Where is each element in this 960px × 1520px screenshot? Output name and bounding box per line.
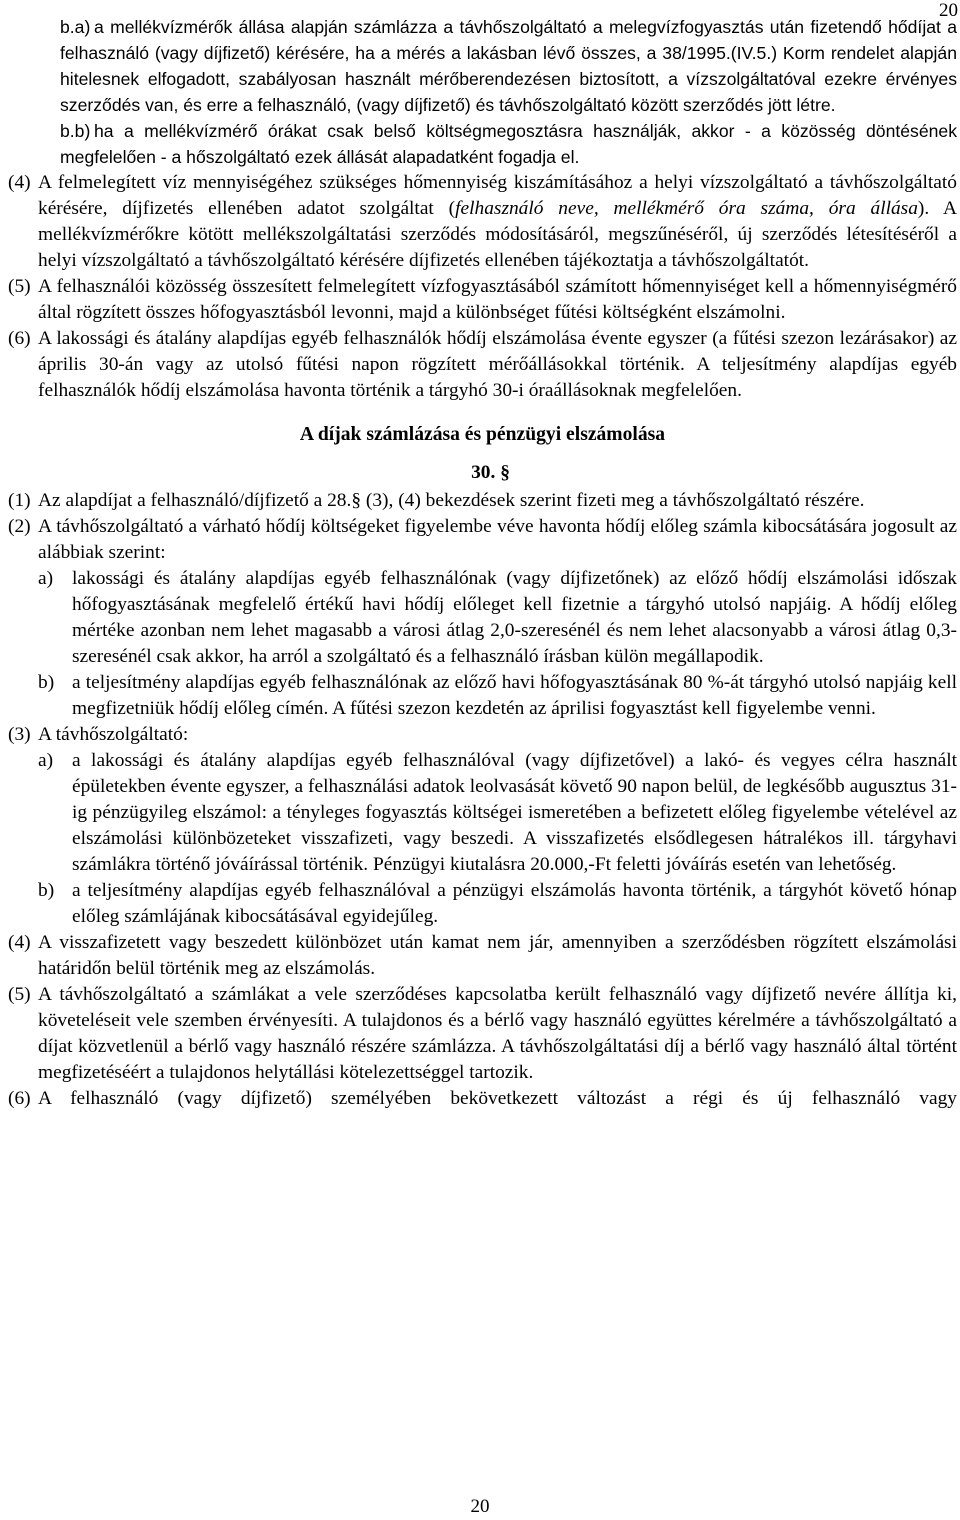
s30-paragraph-3a <box>8 748 957 878</box>
s30-paragraph-1 <box>8 488 957 514</box>
s30-label-2a: a) <box>38 568 54 589</box>
s30-label-5: (5) <box>8 984 31 1005</box>
paragraph-6 <box>8 326 957 404</box>
s30-paragraph-2a <box>8 566 957 670</box>
paragraph-5 <box>8 274 957 326</box>
s30-text-6: A felhasználó (vagy díjfizető) személyében bekövetkezett változást a régi és új felhasználó vagy <box>38 1088 957 1109</box>
section-number: 30. § <box>471 462 510 483</box>
s30-label-3b: b) <box>38 880 55 901</box>
text-5: A felhasználói közösség összesített felmelegített vízfogyasztásából számított hőmennyiséget kell a hőmennyiségmérő által rögzített összes hőfogyasztásból levonni, majd a különbséget fűtési költségként elszámolni. <box>38 276 957 323</box>
s30-paragraph-4 <box>8 930 957 982</box>
s30-label-2b: b) <box>38 672 55 693</box>
label-b-a: b.a) <box>60 17 91 37</box>
s30-text-2: A távhőszolgáltató a várható hődíj költségeket figyelembe véve havonta hődíj előleg számla kibocsátására jogosult az alábbiak szerint: <box>38 516 957 563</box>
s30-label-3a: a) <box>38 750 54 771</box>
s30-text-2b: a teljesítmény alapdíjas egyéb felhasználónak az előző havi hőfogyasztásának 80 %-át tárgyhó utolsó napjáig kell megfizetniük hődíj előleg címén. A fűtési szezon kezdetén az áprilisi fogyasztást kell figyelembe venni. <box>72 672 957 719</box>
page-number-top: 20 <box>939 0 958 21</box>
s30-label-4: (4) <box>8 932 31 953</box>
page-number-bottom: 20 <box>470 1496 490 1517</box>
s30-text-3b: a teljesítmény alapdíjas egyéb felhasználóval a pénzügyi elszámolás havonta történik, a tárgyhót követő hónap előleg számlájának kibocsátásával egyidejűleg. <box>72 880 957 927</box>
s30-label-3: (3) <box>8 724 31 745</box>
document-body <box>8 14 957 1112</box>
s30-label-1: (1) <box>8 490 31 511</box>
label-6: (6) <box>8 328 31 349</box>
s30-paragraph-2b <box>8 670 957 722</box>
s30-text-3: A távhőszolgáltató: <box>38 724 189 745</box>
s30-text-3a: a lakossági és átalány alapdíjas egyéb felhasználóval (vagy díjfizetővel) a lakó- és vegyes célra használt épületekben évente egyszer, a felhasználási adatok leolvasását követő 90 napon belül, de legkésőbb augusztus 31-ig pénzügyileg elszámol: a tényleges fogyasztás költségei ismeretében a befizetett előleg figyelembe vételével az elszámolási különbözeteket visszafizeti, vagy beszedi. A visszafizetés elsődlegesen hátralékos ill. tárgyhavi számlákra történő jóváírással történik. Pénzügyi kiutalásra 20.000,-Ft feletti jóváírás esetén van lehetőség. <box>72 750 957 875</box>
text-4a: A felmelegített víz mennyiségéhez szükséges hőmennyiség kiszámításához a helyi vízszolgáltató a távhőszolgáltató kérésére, díjfizetés ellenében adatot szolgáltat ( <box>38 172 957 219</box>
s30-label-2: (2) <box>8 516 31 537</box>
s30-paragraph-5 <box>8 982 957 1086</box>
text-4-italic: felhasználó neve, mellékmérő óra száma, óra állása <box>455 198 918 219</box>
s30-text-1: Az alapdíjat a felhasználó/díjfizető a 28.§ (3), (4) bekezdések szerint fizeti meg a távhőszolgáltató részére. <box>38 490 865 511</box>
text-6: A lakossági és átalány alapdíjas egyéb felhasználók hődíj elszámolása évente egyszer (a fűtési szezon lezárásakor) az április 30-án vagy az utolsó fűtési napon rögzített mérőállásokkal történik. A teljesítmény alapdíjas egyéb felhasználók hődíj elszámolása havonta történik a tárgyhó 30-i óraállásoknak megfelelően. <box>38 328 957 401</box>
text-b-b: ha a mellékvízmérő órákat csak belső költségmegosztásra használják, akkor - a közösség döntésének megfelelően - a hőszolgáltató ezek állását alapadatként fogadja el. <box>60 121 957 167</box>
s30-text-5: A távhőszolgáltató a számlákat a vele szerződéses kapcsolatba került felhasználó vagy díjfizető nevére állítja ki, követeléseit vele szemben érvényesíti. A tulajdonos és a bérlő vagy használó együttes kérelmére a távhőszolgáltató a díjat közvetlenül a bérlő vagy használó részére számlázza. A távhőszolgáltatási díj a bérlő vagy használó által történt megfizetéséért a tulajdonos helytállási kötelezettséggel tartozik. <box>38 984 957 1083</box>
paragraph-4 <box>8 170 957 274</box>
label-5: (5) <box>8 276 31 297</box>
s30-paragraph-3b <box>8 878 957 930</box>
paragraph-b-b <box>8 118 957 170</box>
s30-label-6: (6) <box>8 1088 31 1109</box>
s30-text-2a: lakossági és átalány alapdíjas egyéb felhasználónak (vagy díjfizetőnek) az előző hődíj elszámolási időszak hőfogyasztásának megfelelő értékű havi hődíj előleget kell fizetnie a tárgyhó utolsó napjáig. A hődíj előleg mértéke azonban nem lehet magasabb a városi átlag 2,0-szeresénél és nem lehet alacsonyabb a városi átlag 0,3-szeresénél csak akkor, ha arról a szolgáltató és a felhasználó írásban külön megállapodik. <box>72 568 957 667</box>
s30-text-4: A visszafizetett vagy beszedett különbözet után kamat nem jár, amennyiben a szerződésben rögzített elszámolási határidőn belül történik meg az elszámolás. <box>38 932 957 979</box>
label-4: (4) <box>8 172 31 193</box>
s30-paragraph-3 <box>8 722 957 748</box>
s30-paragraph-2 <box>8 514 957 566</box>
label-b-b: b.b) <box>60 121 91 141</box>
paragraph-b-a <box>8 14 957 118</box>
text-4b: ). A mellékvízmérőkre kötött mellékszolgáltatási szerződés módosításáról, megszűnéséről, új szerződés létesítéséről a helyi vízszolgáltató a távhőszolgáltató kérésére díjfizetés ellenében tájékoztatja a távhőszolgáltatót. <box>38 198 957 271</box>
s30-paragraph-6 <box>8 1086 957 1112</box>
text-b-a: a mellékvízmérők állása alapján számlázza a távhőszolgáltató a melegvízfogyasztás után fizetendő hődíjat a felhasználó (vagy díjfizető) kérésére, ha a mérés a lakásban lévő összes, a 38/1995.(IV.5.) Korm rendelet alapján hitelesnek elfogadott, szabályosan használt mérőberendezésen biztosított, a vízszolgáltatóval ezekre érvényes szerződés van, és erre a felhasználó, (vagy díjfizető) és távhőszolgáltató között szerződés jött létre. <box>60 17 957 115</box>
section-heading: A díjak számlázása és pénzügyi elszámolása <box>299 424 666 445</box>
